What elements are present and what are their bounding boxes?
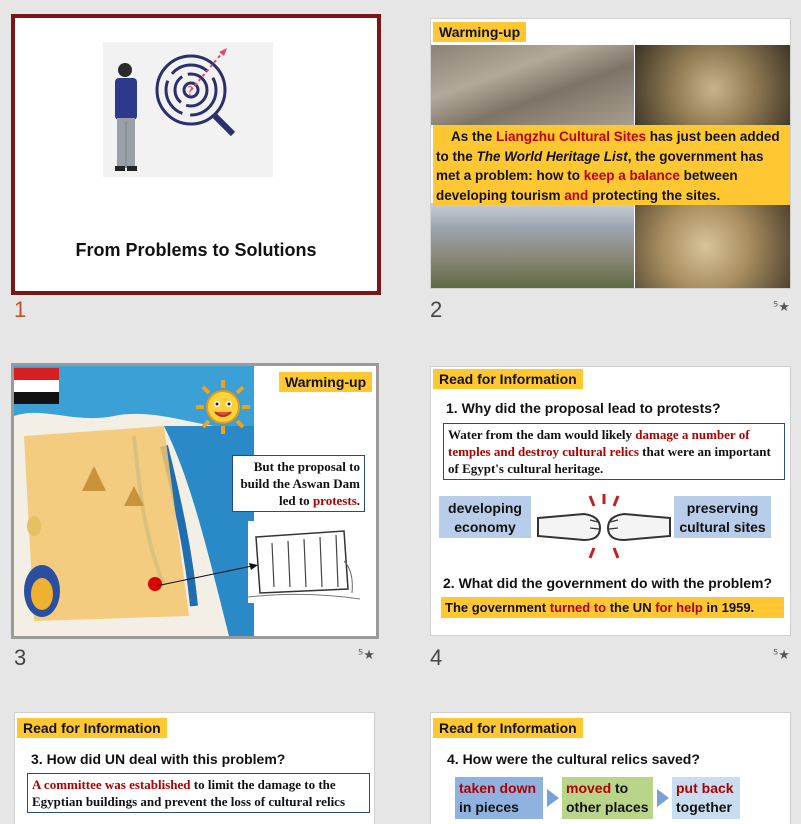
slide-thumbnail-5[interactable]	[14, 712, 375, 824]
preserving-cultural-sites-box: preserving cultural sites	[674, 496, 771, 538]
slide-number-2: 2	[430, 297, 443, 322]
svg-text:?: ?	[187, 84, 194, 98]
pointer-arrow	[154, 560, 264, 600]
animation-star-icon-2[interactable]: ⁵★	[773, 300, 790, 315]
fist-bump-icon	[534, 492, 674, 562]
answer-1-box: Water from the dam would likely damage a number of temples and destroy cultural relics that were an important of Egypt's cultural heritage.	[443, 423, 785, 480]
developing-economy-box: developing economy	[439, 496, 531, 538]
question-4: 4. How were the cultural relics saved?	[447, 751, 700, 767]
slide-5-tag: Read for Information	[17, 718, 167, 738]
flow-step-2: moved to other places	[562, 777, 653, 819]
animation-star-icon-3[interactable]: ⁵★	[358, 648, 375, 663]
stone-monuments-photo	[431, 203, 634, 289]
slide-3-text: But the proposal to build the Aswan Dam led to protests.	[232, 455, 365, 512]
flow-step-1: taken down in pieces	[455, 777, 543, 819]
slide-thumbnail-1[interactable]	[11, 14, 381, 295]
jade-cong-photo	[635, 45, 791, 125]
slide-thumbnail-4[interactable]	[430, 366, 791, 636]
question-1: 1. Why did the proposal lead to protests?	[446, 400, 721, 416]
slide-4-tag: Read for Information	[433, 369, 583, 389]
slide-2-tag: Warming-up	[433, 22, 526, 42]
answer-3-box: A committee was established to limit the damage to the Egyptian buildings and prevent the loss of cultural relics	[27, 773, 370, 813]
question-2: 2. What did the government do with the problem?	[443, 575, 772, 591]
question-3: 3. How did UN deal with this problem?	[31, 751, 286, 767]
slide-thumbnail-3[interactable]	[11, 363, 379, 639]
slide-number-1: 1	[14, 297, 27, 322]
slide-1-title: From Problems to Solutions	[75, 240, 317, 260]
slide-6-tag: Read for Information	[433, 718, 583, 738]
animation-star-icon-4[interactable]: ⁵★	[773, 648, 790, 663]
answer-2-bar: The government turned to the UN for help in 1959.	[441, 597, 784, 618]
flow-arrow-1	[547, 789, 559, 807]
dam-sketch	[248, 521, 360, 603]
flow-arrow-2	[657, 789, 669, 807]
slide-3-tag: Warming-up	[279, 372, 372, 392]
sun-icon	[194, 378, 252, 436]
slide-thumbnail-2[interactable]	[430, 18, 791, 289]
slide-number-4: 4	[430, 645, 443, 670]
jade-artifact-photo	[635, 203, 791, 289]
slide-2-text: As the Liangzhu Cultural Sites has just been added to the The World Heritage List, the government has met a problem: how to keep a balance between developing tourism and protecting the sites.	[433, 125, 791, 205]
excavation-photo	[431, 45, 634, 125]
person-maze-illustration	[103, 42, 273, 177]
slide-thumbnail-6[interactable]	[430, 712, 791, 824]
flow-step-3: put back together	[672, 777, 740, 819]
slide-number-3: 3	[14, 645, 27, 670]
